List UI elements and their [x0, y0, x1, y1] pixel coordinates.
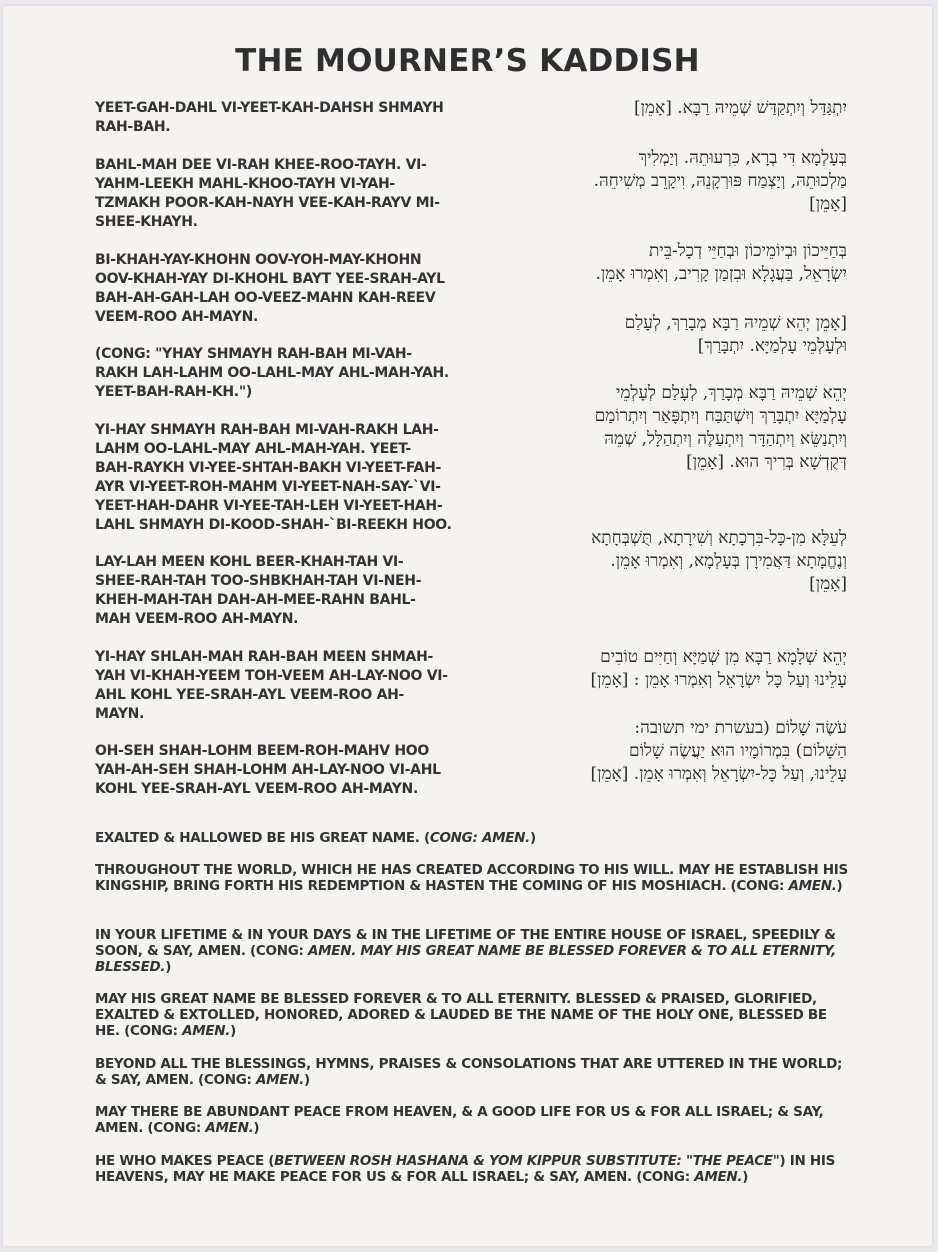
translation-paragraph-4: MAY HIS GREAT NAME BE BLESSED FOREVER & TO ALL ETERNITY. BLESSED & PRAISED, GLORIFIED, EXALTED & EXTOLLED, HONORED, ADORED & LAUDED BE THE NAME OF THE HOLY ONE, BLESSED BE HE. (CONG: AMEN.)	[95, 991, 827, 1039]
hebrew-paragraph-5: יְהֵא שְׁמֵיהּ רַבָּא מְבָרַךְ, לְעָלַם לְעָלְמֵי עָלְמַיָּא יִתְבָּרַךְ וְיִשְׁתַּבַּח וְיִתְפָּאַר וְיִתְרוֹמַם וְיִתְנַשֵּׂא וְיִתְהַדָּר וְיִתְעַלֶּה וְיִתְהַלָּל, שְׁמֵהּ דְּקֻדְשָׁא בְּרִיךְ הוּא. [אָמֵן]	[594, 383, 847, 472]
transliteration-paragraph-4: (CONG: "YHAY SHMAYH RAH-BAH MI-VAH- RAKH LAH-LAHM OO-LAHL-MAY AHL-MAH-YAH. YEET-BAH-RAH-KH.")	[95, 346, 449, 400]
hebrew-paragraph-4: [אָמֵן יְהֵא שְׁמֵיהּ רַבָּא מְבָרַךְ, לְעָלַם וּלְעָלְמֵי עָלְמַיָּא. יִתְבָּרַךְ]	[624, 313, 847, 356]
translation-paragraph-3: IN YOUR LIFETIME & IN YOUR DAYS & IN THE LIFETIME OF THE ENTIRE HOUSE OF ISRAEL, SPEEDILY & SOON, & SAY, AMEN. (CONG: AMEN. MAY HIS GREAT NAME BE BLESSED FOREVER & TO ALL ETERNITY, BLESSED.)	[95, 927, 837, 975]
transliteration-paragraph-2: BAHL-MAH DEE VI-RAH KHEE-ROO-TAYH. VI- YAHM-LEEKH MAHL-KHOO-TAYH VI-YAH- TZMAKH POOR-KAH-NAYH VEE-KAH-RAYV MI- SHEE-KHAYH.	[95, 157, 440, 230]
transliteration-paragraph-7: YI-HAY SHLAH-MAH RAH-BAH MEEN SHMAH- YAH VI-KHAH-YEEM TOH-VEEM AH-LAY-NOO VI- AHL KOHL YEE-SRAH-AYL VEEM-ROO AH- MAYN.	[95, 649, 448, 722]
transliteration-paragraph-6: LAY-LAH MEEN KOHL BEER-KHAH-TAH VI- SHEE-RAH-TAH TOO-SHBKHAH-TAH VI-NEH- KHEH-MAH-TAH DAH-AH-MEE-RAHN BAHL- MAH VEEM-ROO AH-MAYN.	[95, 554, 422, 627]
transliteration-paragraph-8: OH-SEH SHAH-LOHM BEEM-ROH-MAHV HOO YAH-AH-SEH SHAH-LOHM AH-LAY-NOO VI-AHL KOHL YEE-SRAH-AYL VEEM-ROO AH-MAYN.	[95, 743, 441, 797]
transliteration-paragraph-1: YEET-GAH-DAHL VI-YEET-KAH-DAHSH SHMAYH RAH-BAH.	[95, 100, 444, 135]
translation-paragraph-5: BEYOND ALL THE BLESSINGS, HYMNS, PRAISES & CONSOLATIONS THAT ARE UTTERED IN THE WORLD; & SAY, AMEN. (CONG: AMEN.)	[95, 1056, 843, 1088]
hebrew-paragraph-3: בְּחַיֵּיכוֹן וּבְיוֹמֵיכוֹן וּבְחַיֵּי דְכָל-בֵּית יִשְׂרָאֵל, בַּעֲגָלָא וּבִזְמַן קָרִיב, וְאִמְרוּ אָמֵן.	[595, 241, 847, 284]
hebrew-paragraph-6: לְעֵלָּא מִן-כָּל-בִּרְכָתָא וְשִׁירָתָא, תֻּשְׁבְּחָתָא וְנֶחֱמָתָא דַּאֲמִירָן בְּעָלְמָא, וְאִמְרוּ אָמֵן. [אָמֵן]	[591, 528, 847, 594]
transliteration-paragraph-5: YI-HAY SHMAYH RAH-BAH MI-VAH-RAKH LAH- LAHM OO-LAHL-MAY AHL-MAH-YAH. YEET- BAH-RAYKH VI-YEE-SHTAH-BAKH VI-YEET-FAH- AYR VI-YEET-ROH-MAHM VI-YEET-NAH-SAY-`VI- YEET-HAH-DAHR VI-YEE-TAH-LEH VI-YEET-HAH- LAHL SHMAYH DI-KOOD-SHAH-`BI-REEKH HOO.	[95, 422, 452, 533]
page-title: THE MOURNER’S KADDISH	[235, 43, 700, 79]
translation-paragraph-7: HE WHO MAKES PEACE (BETWEEN ROSH HASHANA & YOM KIPPUR SUBSTITUTE: "THE PEACE") IN HIS HEAVENS, MAY HE MAKE PEACE FOR US & FOR ALL ISRAEL; & SAY, AMEN. (CONG: AMEN.)	[95, 1153, 836, 1185]
hebrew-paragraph-1: יִתְגַּדַּל וְיִתְקַדַּשׁ שְׁמֵיהּ רַבָּא. [אָמֵן]	[633, 98, 847, 118]
translation-paragraph-6: MAY THERE BE ABUNDANT PEACE FROM HEAVEN, & A GOOD LIFE FOR US & FOR ALL ISRAEL; & SAY, AMEN. (CONG: AMEN.)	[95, 1104, 824, 1136]
hebrew-paragraph-2: בְּעָלְמָא דִּי בְרָא, כִּרְעוּתֵהּ. וְיַמְלִיךְ מַלְכוּתֵהּ, וְיַצְמַח פּוּרְקָנֵהּ, וִיקָרֵב מְשִׁיחֵהּ. [אָמֵן]	[593, 148, 847, 214]
hebrew-paragraph-7: יְהֵא שְׁלָמָא רַבָּא מִן שְׁמַיָּא וְחַיִּים טוֹבִים עָלֵינוּ וְעַל כָּל יִשְׂרָאֵל וְאִמְרוּ אָמֵן : [אָמֵן]	[590, 647, 847, 690]
transliteration-paragraph-3: BI-KHAH-YAY-KHOHN OOV-YOH-MAY-KHOHN OOV-KHAH-YAY DI-KHOHL BAYT YEE-SRAH-AYL BAH-AH-GAH-LAH OO-VEEZ-MAHN KAH-REEV VEEM-ROO AH-MAYN.	[95, 252, 445, 325]
translation-paragraph-2: THROUGHOUT THE WORLD, WHICH HE HAS CREATED ACCORDING TO HIS WILL. MAY HE ESTABLISH HIS KINGSHIP, BRING FORTH HIS REDEMPTION & HASTEN THE COMING OF HIS MOSHIACH. (CONG: AMEN.)	[95, 862, 848, 894]
hebrew-paragraph-8: עֹשֶׂה שָׁלוֹם (בעשרת ימי תשובה: הַשָּׁלוֹם) בִּמְרוֹמָיו הוּא יַעֲשֶׂה שָׁלוֹם עָלֵינוּ, וְעַל כָּל-יִשְׂרָאֵל וְאִמְרוּ אָמֵן. [אָמֵן]	[590, 718, 847, 784]
translation-paragraph-1: EXALTED & HALLOWED BE HIS GREAT NAME. (CONG: AMEN.)	[95, 830, 536, 846]
